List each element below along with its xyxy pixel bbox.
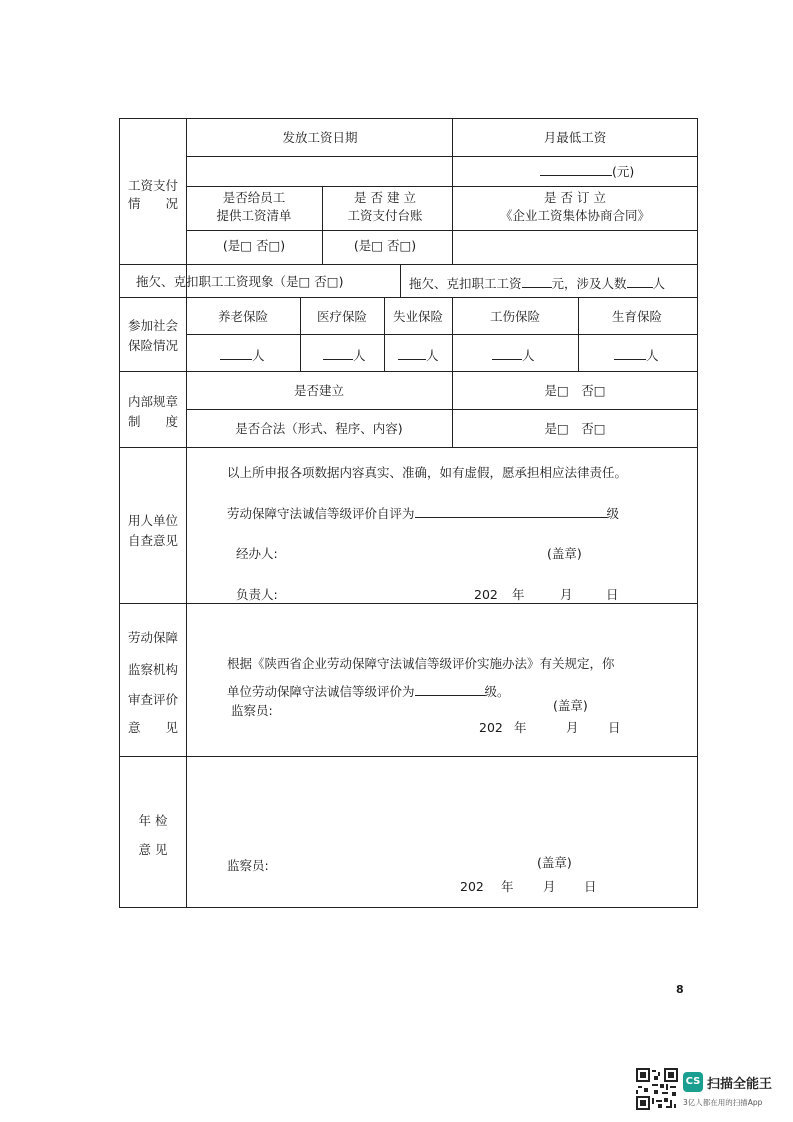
annual-ri: 日: [584, 879, 597, 894]
wage-row-line-1: [186, 156, 698, 157]
page-number: 8: [676, 983, 684, 996]
label-column-divider: [186, 118, 187, 908]
divider-arrears-end: [119, 297, 698, 298]
annual-inspector: 监察员:: [227, 858, 269, 873]
insurance-injury: 工伤保险: [489, 309, 541, 324]
audit-inspector: 监察员:: [231, 703, 273, 718]
insurance-pension-count[interactable]: 人: [220, 348, 265, 363]
arrears-amount-prefix: 拖欠、克扣职工工资: [409, 276, 522, 291]
pay-date-header: 发放工资日期: [282, 130, 358, 145]
rules-established-question: 是否建立: [293, 383, 345, 398]
audit-rating-line[interactable]: [227, 684, 510, 699]
camscanner-logo-icon: CS: [683, 1072, 703, 1092]
audit-rating-prefix: 单位劳动保障守法诚信等级评价为: [227, 684, 415, 699]
rules-label-1: 内部规章: [127, 394, 179, 409]
audit-label-2: 监察机构: [127, 662, 179, 677]
insurance-maternity: 生育保险: [611, 309, 663, 324]
rules-label-2: 制 度: [127, 414, 179, 429]
insurance-label-1: 参加社会: [127, 318, 179, 333]
contract-question-2: 《企业工资集体协商合同》: [499, 208, 651, 223]
audit-text-1: 根据《陕西省企业劳动保障守法诚信等级评价实施办法》有关规定，你: [227, 656, 615, 671]
audit-seal: (盖章): [553, 698, 588, 713]
insurance-medical: 医疗保险: [316, 309, 368, 324]
annual-seal: (盖章): [537, 855, 572, 870]
audit-ri: 日: [608, 720, 621, 735]
camscanner-tagline: 3亿人都在用的扫描App: [683, 1098, 763, 1107]
min-wage-blank: [540, 164, 634, 179]
insurance-label-2: 保险情况: [127, 338, 179, 353]
selfcheck-seal: (盖章): [547, 546, 582, 561]
arrears-amount-unit: 人: [652, 276, 666, 291]
insurance-col-3: [452, 297, 453, 371]
wage-row-line-3: [186, 230, 698, 231]
selfcheck-ri: 日: [606, 587, 619, 602]
payslip-question-1: 是否给员工: [222, 190, 286, 205]
audit-year: 202: [479, 720, 503, 735]
insurance-pension: 养老保险: [217, 309, 269, 324]
wage-col-main: [452, 118, 453, 264]
divider-wage-end: [119, 264, 698, 265]
annual-yue: 月: [543, 879, 556, 894]
arrears-amount-mid: 元，涉及人数: [551, 276, 627, 291]
selfcheck-rating-suffix: 级: [606, 506, 620, 521]
audit-yue: 月: [566, 720, 579, 735]
wage-col-sub: [322, 186, 323, 264]
audit-label-1: 劳动保障: [127, 630, 179, 645]
rules-col: [452, 371, 453, 447]
arrears-amount-line: [409, 276, 665, 291]
ledger-question-2: 工资支付台账: [347, 208, 423, 223]
selfcheck-rating-line[interactable]: [227, 506, 619, 521]
rules-row-line: [186, 409, 698, 410]
arrears-question[interactable]: 拖欠、克扣职工工资现象（是□ 否□): [136, 274, 344, 289]
payslip-yes-no[interactable]: (是□ 否□): [222, 238, 286, 253]
insurance-col-2: [384, 297, 385, 371]
min-wage-unit: (元): [612, 164, 635, 179]
selfcheck-responsible: 负责人:: [236, 587, 278, 602]
ledger-question-1: 是 否 建 立: [354, 190, 416, 205]
insurance-col-1: [300, 297, 301, 371]
insurance-unemployment: 失业保险: [392, 309, 444, 324]
selfcheck-label-1: 用人单位: [127, 513, 179, 528]
audit-label-4: 意 见: [127, 720, 179, 735]
wage-section-label-2: 情 况: [127, 196, 179, 211]
selfcheck-label-2: 自查意见: [127, 533, 179, 548]
divider-insurance-end: [119, 371, 698, 372]
arrears-col: [400, 264, 401, 297]
insurance-maternity-count[interactable]: 人: [614, 348, 659, 363]
annual-label-2: 意 见: [138, 842, 168, 857]
insurance-medical-count[interactable]: 人: [323, 348, 366, 363]
qr-code-icon: [636, 1068, 678, 1110]
audit-nian: 年: [514, 720, 527, 735]
rules-established-yes-no[interactable]: 是□ 否□: [544, 383, 606, 398]
rules-legal-yes-no[interactable]: 是□ 否□: [544, 421, 606, 436]
selfcheck-handler: 经办人:: [236, 546, 278, 561]
rules-legal-question: 是否合法（形式、程序、内容): [235, 421, 403, 436]
wage-section-label-1: 工资支付: [127, 178, 179, 193]
selfcheck-declaration: 以上所申报各项数据内容真实、准确，如有虚假，愿承担相应法律责任。: [227, 465, 628, 480]
contract-question-1: 是 否 订 立: [544, 190, 606, 205]
annual-label-1: 年 检: [138, 813, 168, 828]
insurance-row-line: [186, 334, 698, 335]
wage-row-line-2: [186, 186, 698, 187]
ledger-yes-no[interactable]: (是□ 否□): [353, 238, 417, 253]
insurance-col-4: [578, 297, 579, 371]
insurance-unemployment-count[interactable]: 人: [398, 348, 439, 363]
selfcheck-rating-prefix: 劳动保障守法诚信等级评价自评为: [227, 506, 415, 521]
min-wage-header: 月最低工资: [543, 130, 607, 145]
divider-audit-end: [119, 756, 698, 757]
divider-selfcheck-end: [119, 603, 698, 604]
audit-label-3: 审查评价: [127, 692, 179, 707]
annual-nian: 年: [501, 879, 514, 894]
audit-rating-suffix: 级。: [484, 684, 510, 699]
selfcheck-yue: 月: [560, 587, 573, 602]
insurance-injury-count[interactable]: 人: [492, 348, 535, 363]
camscanner-app-name: 扫描全能王: [707, 1077, 773, 1092]
payslip-question-2: 提供工资清单: [216, 208, 292, 223]
annual-year: 202: [460, 879, 484, 894]
divider-rules-end: [119, 447, 698, 448]
selfcheck-nian: 年: [512, 587, 525, 602]
selfcheck-year: 202: [474, 587, 498, 602]
